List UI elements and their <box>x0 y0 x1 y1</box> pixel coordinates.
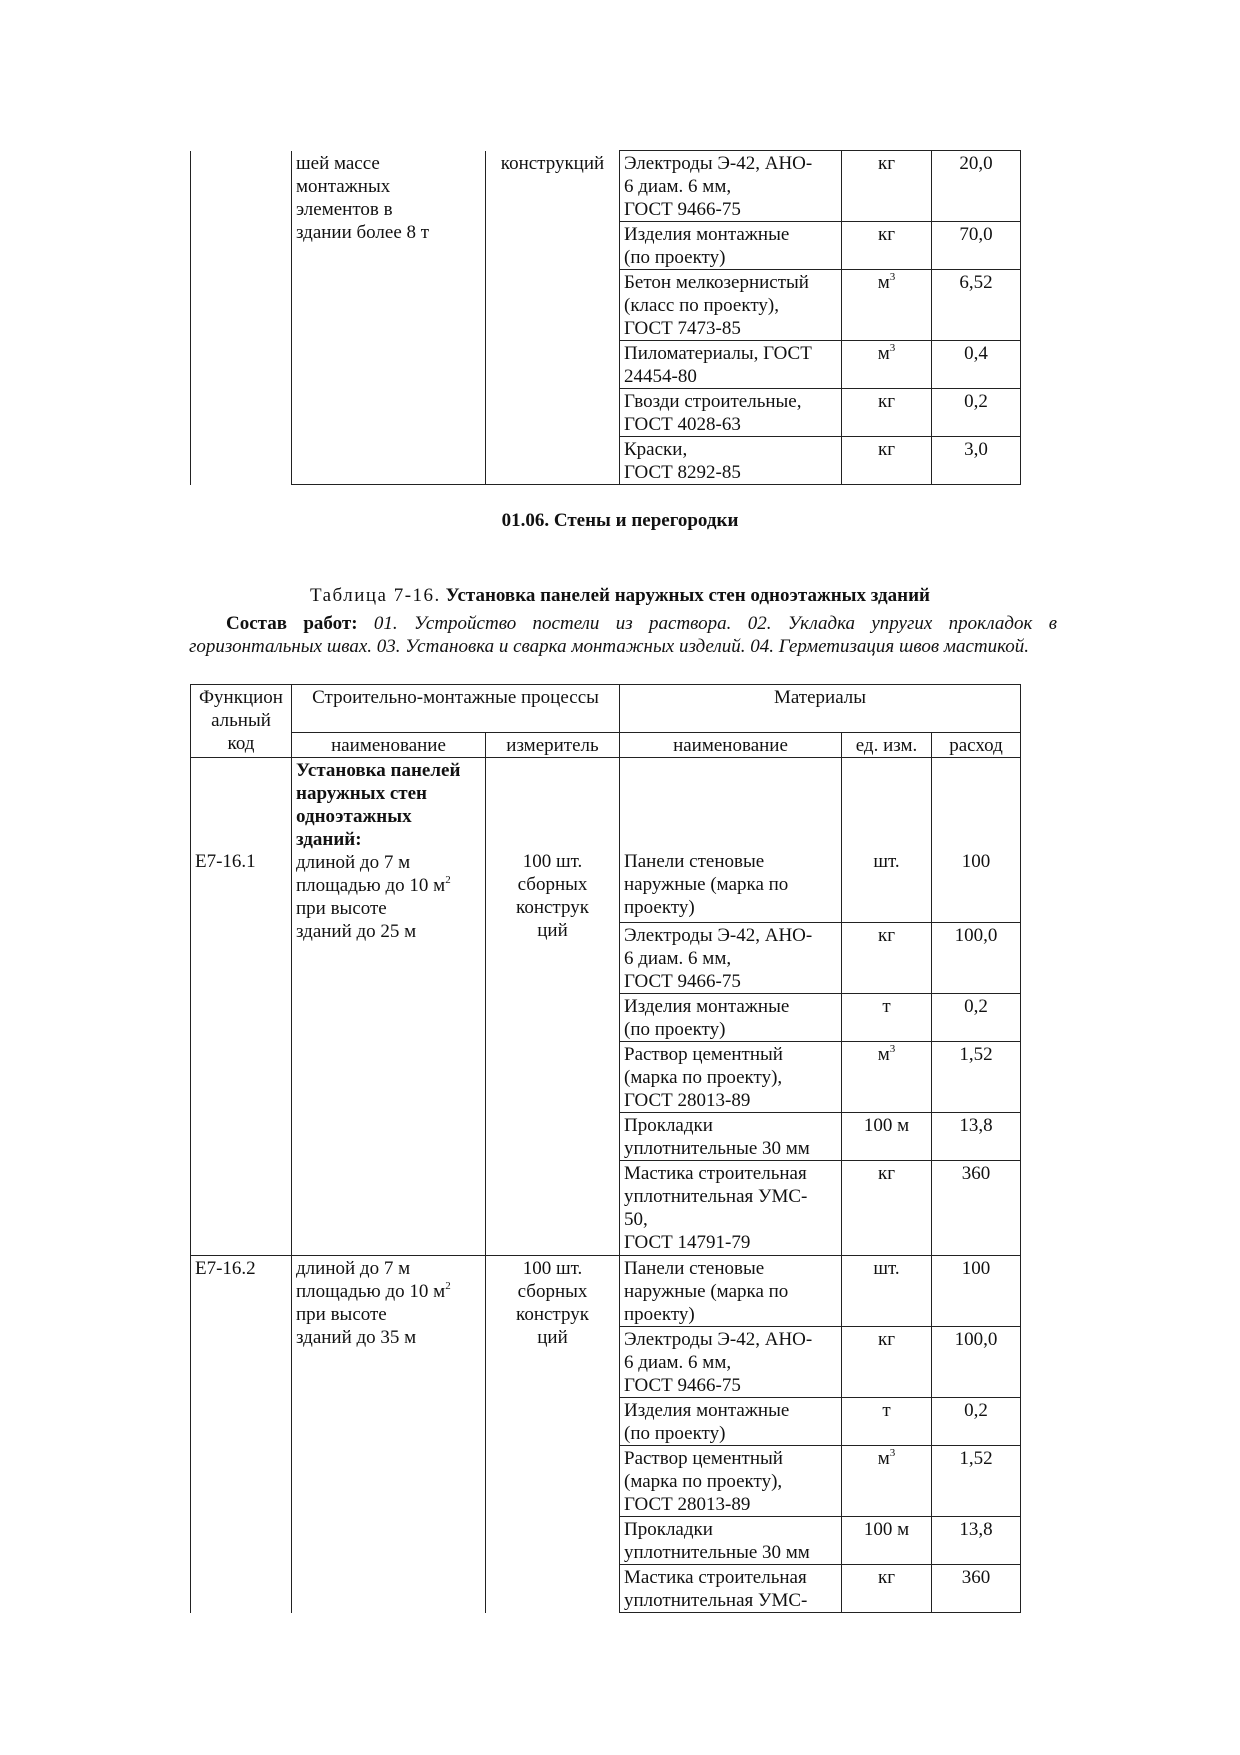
process-desc-a: длиной до 7 м площадью до 10 $м^2$ <box>296 852 451 896</box>
material-name: Электроды Э-42, АНО- 6 диам. 6 мм, ГОСТ 9466-75 <box>620 1327 842 1398</box>
material-name: Прокладки уплотнительные 30 мм <box>620 1517 842 1565</box>
material-unit: кг <box>842 1327 932 1398</box>
material-rate: 20,0 <box>932 151 1021 222</box>
material-rate: 100,0 <box>932 1327 1021 1398</box>
header-rate: расход <box>932 733 1021 758</box>
material-rate: 13,8 <box>932 1113 1021 1161</box>
row-code-cell <box>191 1256 292 1613</box>
material-rate: 100 <box>932 758 1021 923</box>
header-processes: Строительно-монтажные процессы <box>292 685 620 733</box>
material-rate: 100,0 <box>932 923 1021 994</box>
material-unit: кг <box>842 923 932 994</box>
material-rate: 6,52 <box>932 270 1021 341</box>
material-name: Раствор цементный (марка по проекту), ГОСТ 28013-89 <box>620 1446 842 1517</box>
section-title: 01.06. Стены и перегородки <box>501 510 739 531</box>
table-caption <box>0 585 1240 607</box>
table-title: Установка панелей наружных стен одноэтажных зданий <box>445 585 931 606</box>
process-text: шей массе монтажных элементов в здании более 8 т <box>292 151 486 485</box>
material-name: Изделия монтажные (по проекту) <box>620 1398 842 1446</box>
material-unit: 100 м <box>842 1517 932 1565</box>
material-unit: шт. <box>842 1256 932 1327</box>
material-name: Прокладки уплотнительные 30 мм <box>620 1113 842 1161</box>
material-name: Изделия монтажные (по проекту) <box>620 222 842 270</box>
material-unit: кг <box>842 389 932 437</box>
material-rate: 0,4 <box>932 341 1021 389</box>
material-rate: 13,8 <box>932 1517 1021 1565</box>
process-desc-a: длиной до 7 м площадью до 10 $м^2$ <box>296 1258 451 1302</box>
material-unit: $м^3$ <box>842 270 932 341</box>
material-unit: кг <box>842 1161 932 1256</box>
row-code: Е7-16.2 <box>195 1258 256 1279</box>
row-code-cell <box>191 758 292 1256</box>
material-rate: 0,2 <box>932 389 1021 437</box>
process-description <box>292 1256 486 1613</box>
header-code: Функцион альный код <box>191 685 292 758</box>
unit-text: конструкций <box>486 151 620 485</box>
material-name: Электроды Э-42, АНО- 6 диам. 6 мм, ГОСТ 9466-75 <box>620 923 842 994</box>
material-rate: 360 <box>932 1161 1021 1256</box>
composition-items: 01. Устройство постели из раствора. 02. Укладка упругих прокладок в горизонтальных швах. 03. Установка и сварка монтажных изделий. 04. Герметизация швов мастикой. <box>189 613 1058 657</box>
material-unit: $м^3$ <box>842 1042 932 1113</box>
material-name: Пиломатериалы, ГОСТ 24454-80 <box>620 341 842 389</box>
material-name: Мастика строительная уплотнительная УМС- 50, ГОСТ 14791-79 <box>620 1161 842 1256</box>
material-unit: $м^3$ <box>842 341 932 389</box>
material-unit: кг <box>842 437 932 485</box>
material-name: Панели стеновые наружные (марка по проекту) <box>620 1256 842 1327</box>
material-rate: 70,0 <box>932 222 1021 270</box>
material-unit: кг <box>842 222 932 270</box>
material-name: Гвозди строительные, ГОСТ 4028-63 <box>620 389 842 437</box>
material-name: Изделия монтажные (по проекту) <box>620 994 842 1042</box>
header-meter: измеритель <box>486 733 620 758</box>
material-rate: 1,52 <box>932 1042 1021 1113</box>
material-name: Панели стеновые наружные (марка по проекту) <box>620 758 842 923</box>
material-rate: 3,0 <box>932 437 1021 485</box>
header-process-name: наименование <box>292 733 486 758</box>
material-unit: 100 м <box>842 1113 932 1161</box>
material-name: Краски, ГОСТ 8292-85 <box>620 437 842 485</box>
material-rate: 1,52 <box>932 1446 1021 1517</box>
group-title: Установка панелей наружных стен одноэтажных зданий: <box>296 760 461 850</box>
material-unit: т <box>842 1398 932 1446</box>
norms-table-7-16 <box>190 684 1021 1613</box>
material-rate: 0,2 <box>932 994 1021 1042</box>
meter: 100 шт. сборных конструк ций <box>486 758 620 1256</box>
material-name: Бетон мелкозернистый (класс по проекту), ГОСТ 7473-85 <box>620 270 842 341</box>
top-continuation-table <box>190 150 1021 485</box>
meter: 100 шт. сборных конструк ций <box>486 1256 620 1613</box>
process-desc-b: при высоте зданий до 35 м <box>296 1304 417 1348</box>
material-name: Мастика строительная уплотнительная УМС- <box>620 1565 842 1613</box>
composition-label: Состав работ: <box>226 613 358 634</box>
code-cell <box>191 151 292 485</box>
material-name: Раствор цементный (марка по проекту), ГОСТ 28013-89 <box>620 1042 842 1113</box>
header-material-name: наименование <box>620 733 842 758</box>
material-unit: кг <box>842 1565 932 1613</box>
header-materials: Материалы <box>620 685 1021 733</box>
material-name: Электроды Э-42, АНО- 6 диам. 6 мм, ГОСТ 9466-75 <box>620 151 842 222</box>
material-unit: $м^3$ <box>842 1446 932 1517</box>
header-unit: ед. изм. <box>842 733 932 758</box>
material-rate: 360 <box>932 1565 1021 1613</box>
material-unit: шт. <box>842 758 932 923</box>
process-description <box>292 758 486 1256</box>
work-composition <box>189 612 1057 658</box>
process-desc-b: при высоте зданий до 25 м <box>296 898 417 942</box>
material-rate: 100 <box>932 1256 1021 1327</box>
material-unit: кг <box>842 151 932 222</box>
table-number: Таблица 7-16. <box>309 585 441 606</box>
row-code: Е7-16.1 <box>195 851 256 872</box>
material-rate: 0,2 <box>932 1398 1021 1446</box>
material-unit: т <box>842 994 932 1042</box>
